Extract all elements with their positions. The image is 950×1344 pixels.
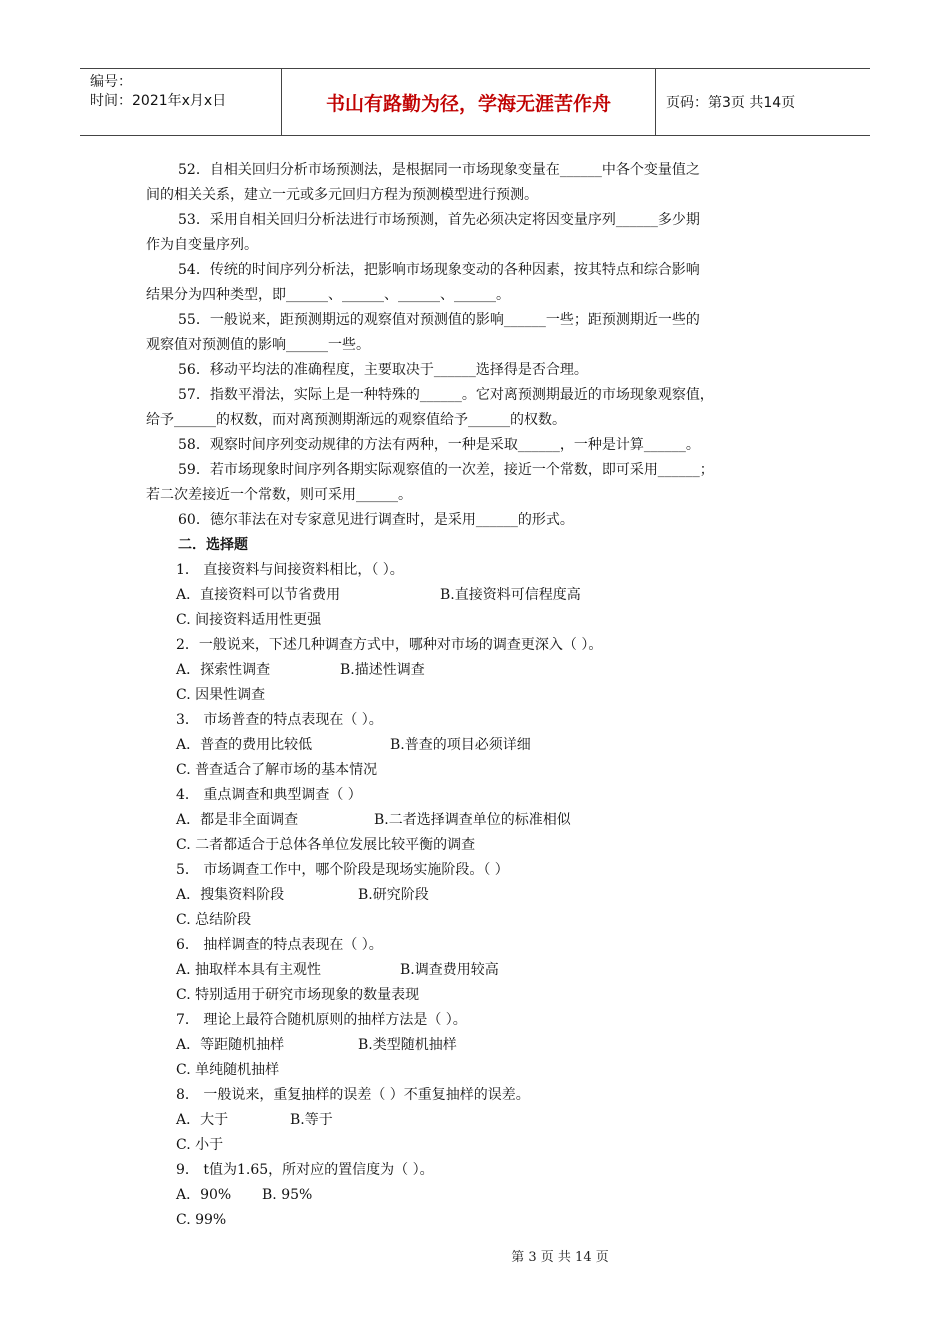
option-c: C. 二者都适合于总体各单位发展比较平衡的调查 xyxy=(176,837,476,853)
choice-options-row xyxy=(146,1183,806,1208)
document-body xyxy=(146,158,806,1233)
page-header xyxy=(80,68,870,136)
question-line: 58．观察时间序列变动规律的方法有两种，一种是采取______，一种是计算______。 xyxy=(178,437,700,453)
option-c: C. 总结阶段 xyxy=(176,912,252,928)
choice-options-row xyxy=(146,733,806,758)
question-line-continued: 若二次差接近一个常数，则可采用______。 xyxy=(146,487,412,503)
option-b: B.二者选择调查单位的标准相似 xyxy=(374,812,571,828)
option-c: C. 99% xyxy=(176,1212,227,1228)
option-c: C. 普查适合了解市场的基本情况 xyxy=(176,762,378,778)
option-a: A. 抽取样本具有主观性 xyxy=(176,962,322,978)
choice-question: 6． 抽样调查的特点表现在（ ）。 xyxy=(176,937,383,953)
choice-question: 7． 理论上最符合随机原则的抽样方法是（ ）。 xyxy=(176,1012,467,1028)
option-b: B.等于 xyxy=(290,1112,333,1128)
option-b: B.直接资料可信程度高 xyxy=(440,587,581,603)
question-line: 53．采用自相关回归分析法进行市场预测，首先必须决定将因变量序列______多少期 xyxy=(178,212,700,228)
question-line-continued: 作为自变量序列。 xyxy=(146,237,258,253)
choice-question: 4． 重点调查和典型调查（ ） xyxy=(176,787,362,803)
option-c: C. 小于 xyxy=(176,1137,224,1153)
page-footer: 第 3 页 共 14 页 xyxy=(511,1250,609,1265)
choice-options-row xyxy=(146,583,806,608)
option-b: B.普查的项目必须详细 xyxy=(390,737,531,753)
option-c: C. 因果性调查 xyxy=(176,687,266,703)
choice-question: 5． 市场调查工作中，哪个阶段是现场实施阶段。（ ） xyxy=(176,862,509,878)
question-line-continued: 间的相关关系，建立一元或多元回归方程为预测模型进行预测。 xyxy=(146,187,538,203)
option-c: C. 间接资料适用性更强 xyxy=(176,612,322,628)
header-motto: 书山有路勤为径，学海无涯苦作舟 xyxy=(282,69,656,135)
question-line: 59．若市场现象时间序列各期实际观察值的一次差，接近一个常数，即可采用______； xyxy=(178,462,714,478)
fill-in-questions xyxy=(146,158,806,533)
question-line-continued: 给予______的权数，而对离预测期渐远的观察值给予______的权数。 xyxy=(146,412,566,428)
number-label: 编号： xyxy=(90,74,132,90)
option-a: A．都是非全面调查 xyxy=(176,812,299,828)
header-page-label: 页码：第3页 共14页 xyxy=(666,95,796,111)
choice-question: 3． 市场普查的特点表现在（ ）。 xyxy=(176,712,383,728)
question-line: 54．传统的时间序列分析法，把影响市场现象变动的各种因素，按其特点和综合影响 xyxy=(178,262,700,278)
option-b: B.研究阶段 xyxy=(358,887,429,903)
option-a: A．探索性调查 xyxy=(176,662,271,678)
question-line: 55．一般说来，距预测期远的观察值对预测值的影响______一些；距预测期近一些的 xyxy=(178,312,700,328)
option-a: A．90% xyxy=(176,1187,232,1203)
option-a: A．大于 xyxy=(176,1112,229,1128)
choice-question: 9． t值为1.65，所对应的置信度为（ ）。 xyxy=(176,1162,434,1178)
option-a: A．搜集资料阶段 xyxy=(176,887,285,903)
choice-question: 8． 一般说来，重复抽样的误差（ ）不重复抽样的误差。 xyxy=(176,1087,530,1103)
choice-options-row xyxy=(146,1108,806,1133)
option-c: C. 单纯随机抽样 xyxy=(176,1062,280,1078)
time-label: 时间：2021年x月x日 xyxy=(90,93,227,109)
option-c: C. 特别适用于研究市场现象的数量表现 xyxy=(176,987,420,1003)
question-line: 52．自相关回归分析市场预测法，是根据同一市场现象变量在______中各个变量值之 xyxy=(178,162,700,178)
option-b: B.类型随机抽样 xyxy=(358,1037,457,1053)
choice-options-row xyxy=(146,883,806,908)
choice-question: 1． 直接资料与间接资料相比，（ ）。 xyxy=(176,562,404,578)
option-b: B.调查费用较高 xyxy=(400,962,499,978)
choice-options-row xyxy=(146,958,806,983)
option-b: B.描述性调查 xyxy=(340,662,425,678)
question-line: 56．移动平均法的准确程度，主要取决于______选择得是否合理。 xyxy=(178,362,588,378)
question-line: 60．德尔菲法在对专家意见进行调查时，是采用______的形式。 xyxy=(178,512,574,528)
option-a: A．直接资料可以节省费用 xyxy=(176,587,341,603)
header-meta xyxy=(80,69,282,135)
choice-questions xyxy=(146,558,806,1233)
choice-options-row xyxy=(146,808,806,833)
question-line-continued: 观察值对预测值的影响______一些。 xyxy=(146,337,370,353)
choice-options-row xyxy=(146,1033,806,1058)
choice-question: 2．一般说来，下述几种调查方式中，哪种对市场的调查更深入（ ）。 xyxy=(176,637,603,653)
choice-options-row xyxy=(146,658,806,683)
option-a: A．普查的费用比较低 xyxy=(176,737,313,753)
option-a: A．等距随机抽样 xyxy=(176,1037,285,1053)
question-line-continued: 结果分为四种类型，即______、______、______、______。 xyxy=(146,287,510,303)
option-b: B. 95% xyxy=(262,1187,313,1203)
section-title: 二．选择题 xyxy=(178,537,248,553)
question-line: 57．指数平滑法，实际上是一种特殊的______。它对离预测期最近的市场现象观察值， xyxy=(178,387,714,403)
